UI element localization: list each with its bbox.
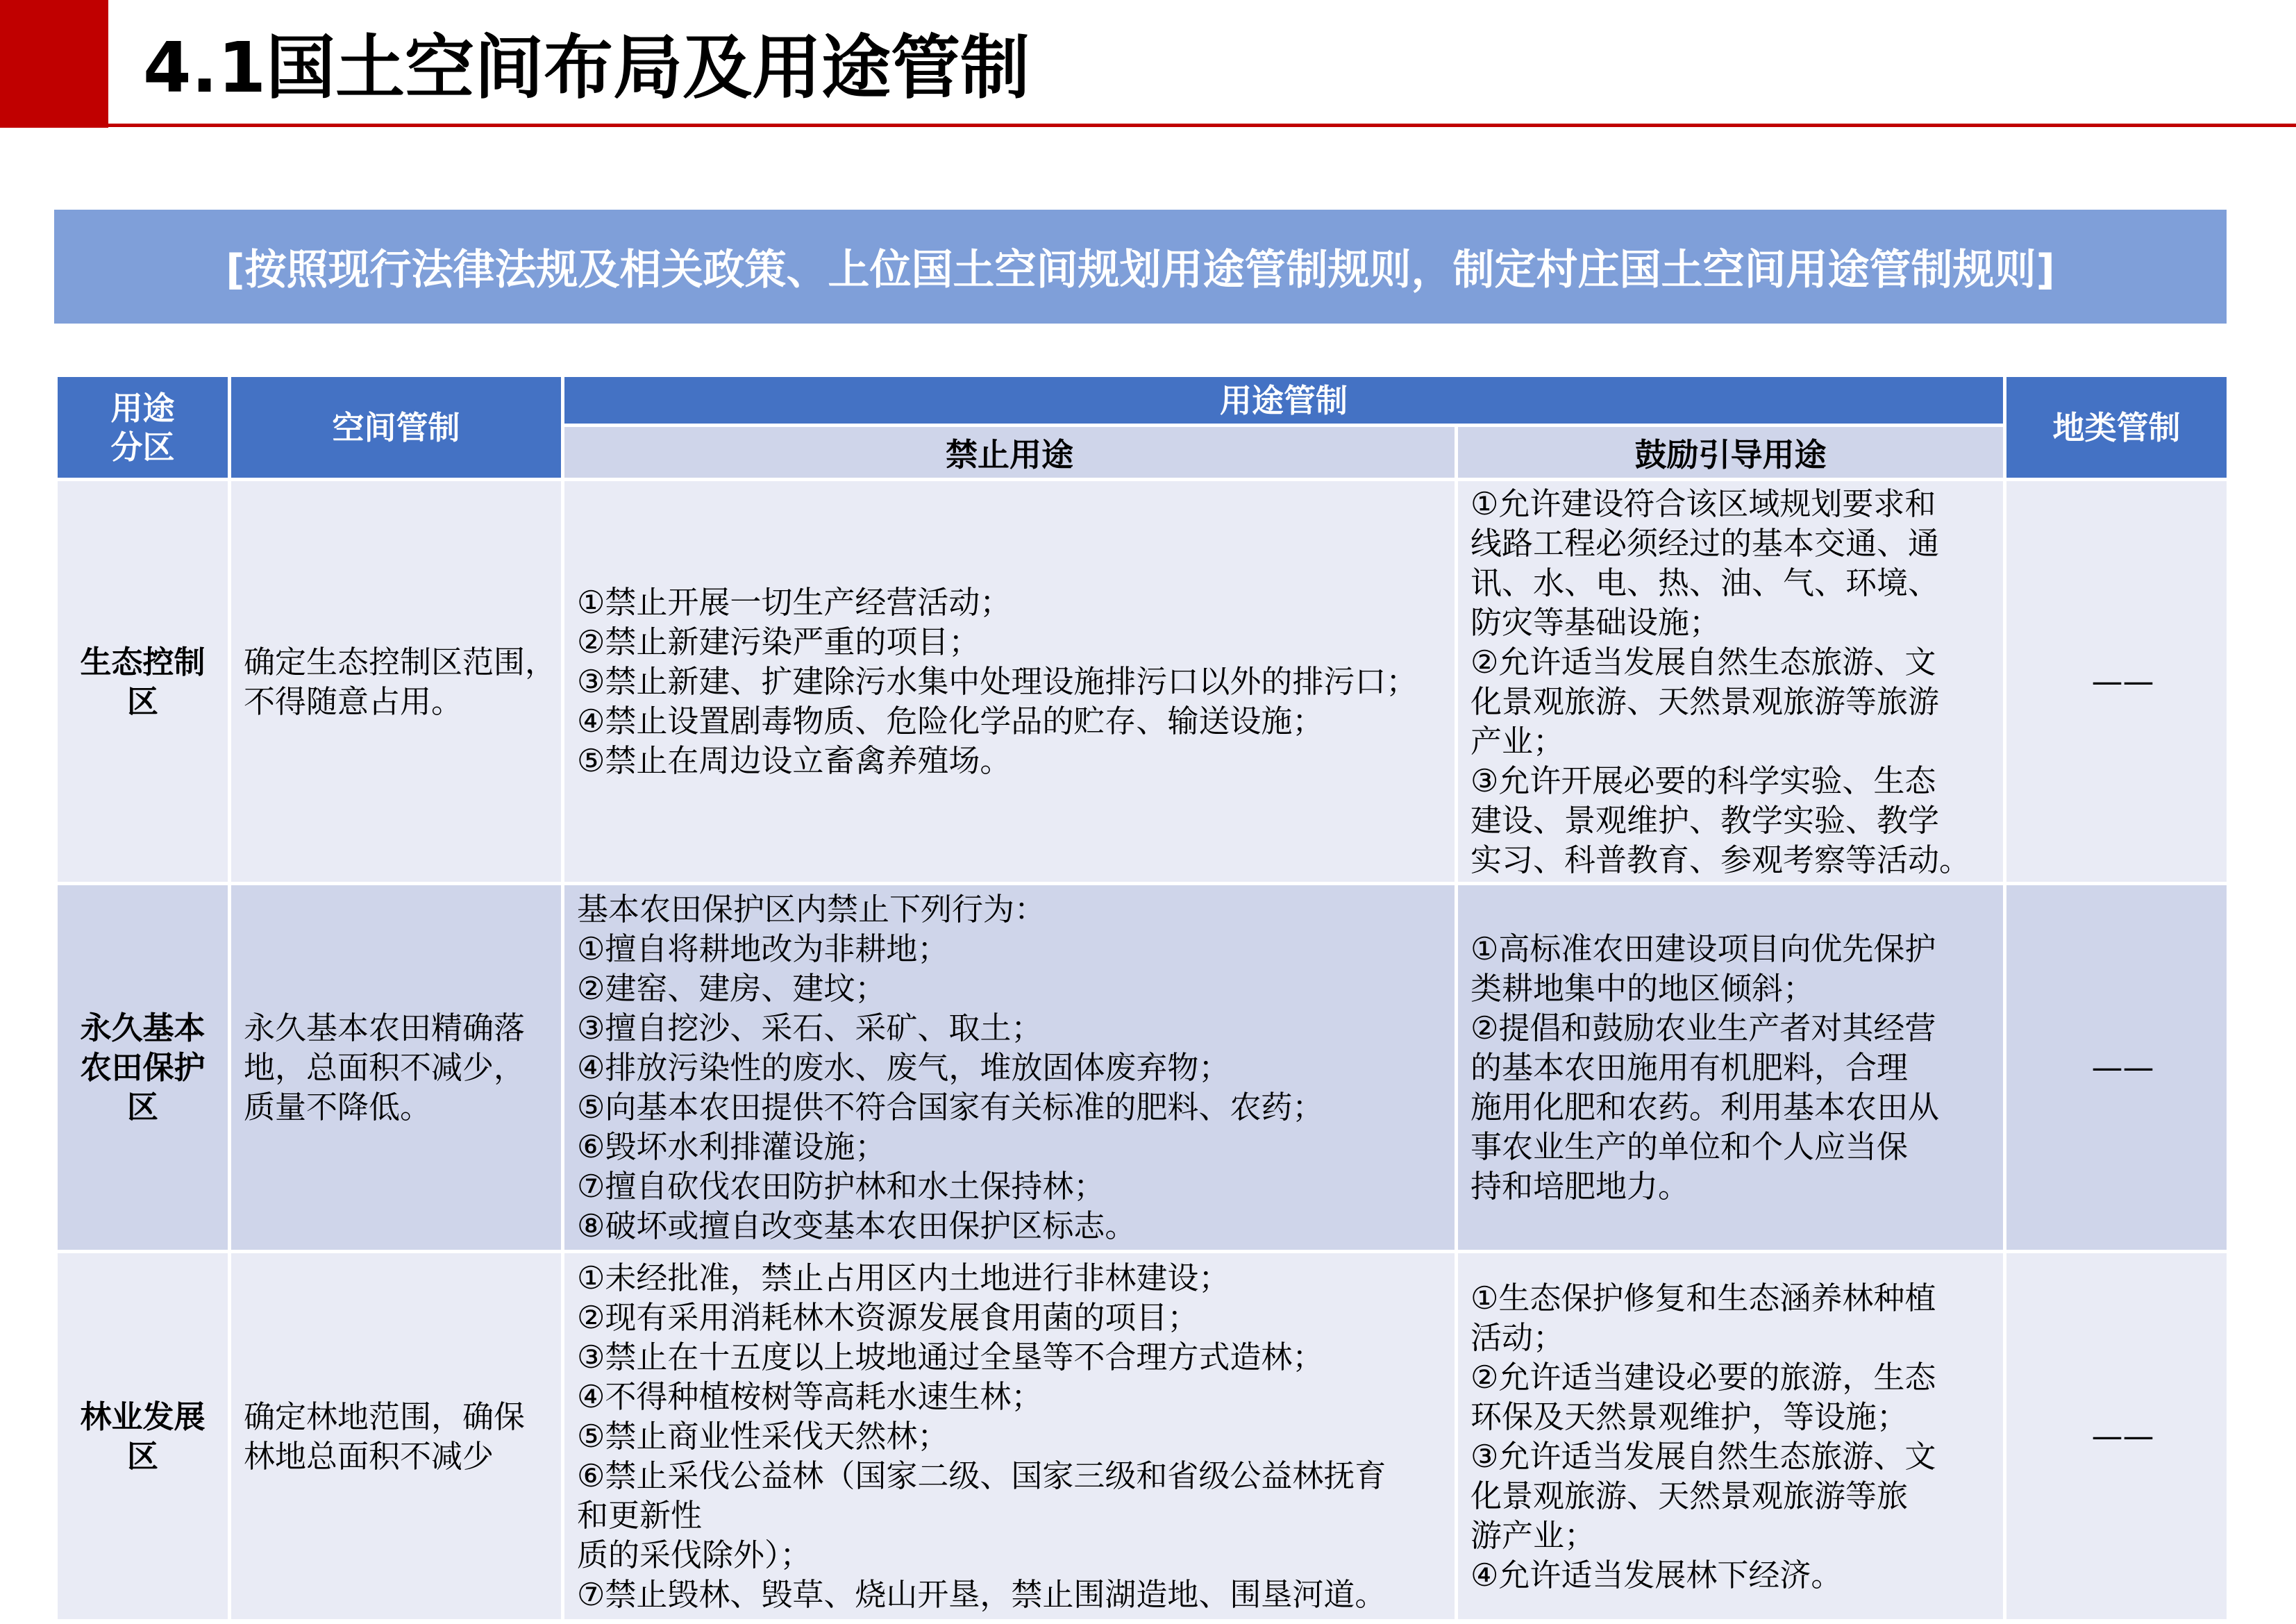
land-control-cell: —— [2005,884,2229,1252]
header-zone: 用途 分区 [56,376,230,480]
land-use-control-table [54,374,2230,1623]
forbidden-use-cell: ①未经批准，禁止占用区内土地进行非林建设； ②现有采用消耗林木资源发展食用菌的项目； ③禁止在十五度以上坡地通过全垦等不合理方式造林； ④不得种植桉树等高耗水速生林； ⑤禁止商业性采伐天然林； ⑥禁止采伐公益林（国家二级、国家三级和省级公益林抚育 和更新性 质的采伐除外）； ⑦禁止毁林、毁草、烧山开垦，禁止围湖造地、围垦河道。 [563,1252,1457,1621]
land-control-cell: —— [2005,1252,2229,1621]
header-use-control: 用途管制 [563,376,2005,426]
table-row-forestry [56,1252,2229,1621]
forbidden-use-cell: ①禁止开展一切生产经营活动； ②禁止新建污染严重的项目； ③禁止新建、扩建除污水集中处理设施排污口以外的排污口； ④禁止设置剧毒物质、危险化学品的贮存、输送设施； ⑤禁止在周边设立畜禽养殖场。 [563,480,1457,884]
header-space-control: 空间管制 [230,376,563,480]
space-control-cell: 确定林地范围，确保 林地总面积不减少 [230,1252,563,1621]
header-encouraged-use: 鼓励引导用途 [1457,426,2005,480]
zone-cell: 林业发展 区 [56,1252,230,1621]
encouraged-use-cell: ①生态保护修复和生态涵养林种植 活动； ②允许适当建设必要的旅游，生态 环保及天然景观维护，等设施； ③允许适当发展自然生态旅游、文 化景观旅游、天然景观旅游等旅 游产业； ④允许适当发展林下经济。 [1457,1252,2005,1621]
table-row-farmland [56,884,2229,1252]
header-land-control: 地类管制 [2005,376,2229,480]
header-forbidden-use: 禁止用途 [563,426,1457,480]
policy-banner: [按照现行法律法规及相关政策、上位国土空间规划用途管制规则，制定村庄国土空间用途管制规则] [54,210,2227,324]
encouraged-use-cell: ①高标准农田建设项目向优先保护 类耕地集中的地区倾斜； ②提倡和鼓励农业生产者对其经营 的基本农田施用有机肥料，合理 施用化肥和农药。利用基本农田从 事农业生产的单位和个人应当保 持和培肥地力。 [1457,884,2005,1252]
title-underline [108,124,2296,127]
title-accent-block [0,0,108,128]
page-title: 4.1国土空间布局及用途管制 [143,27,1030,108]
table-row-ecological [56,480,2229,884]
forbidden-use-cell: 基本农田保护区内禁止下列行为： ①擅自将耕地改为非耕地； ②建窑、建房、建坟； ③擅自挖沙、采石、采矿、取土； ④排放污染性的废水、废气，堆放固体废弃物； ⑤向基本农田提供不符合国家有关标准的肥料、农药； ⑥毁坏水利排灌设施； ⑦擅自砍伐农田防护林和水土保持林； ⑧破坏或擅自改变基本农田保护区标志。 [563,884,1457,1252]
space-control-cell: 永久基本农田精确落 地，总面积不减少， 质量不降低。 [230,884,563,1252]
land-control-cell: —— [2005,480,2229,884]
zone-cell: 生态控制 区 [56,480,230,884]
zone-cell: 永久基本 农田保护 区 [56,884,230,1252]
space-control-cell: 确定生态控制区范围， 不得随意占用。 [230,480,563,884]
encouraged-use-cell: ①允许建设符合该区域规划要求和 线路工程必须经过的基本交通、通 讯、水、电、热、油、气、环境、 防灾等基础设施； ②允许适当发展自然生态旅游、文 化景观旅游、天然景观旅游等旅游 产业； ③允许开展必要的科学实验、生态 建设、景观维护、教学实验、教学 实习、科普教育、参观考察等活动。 [1457,480,2005,884]
